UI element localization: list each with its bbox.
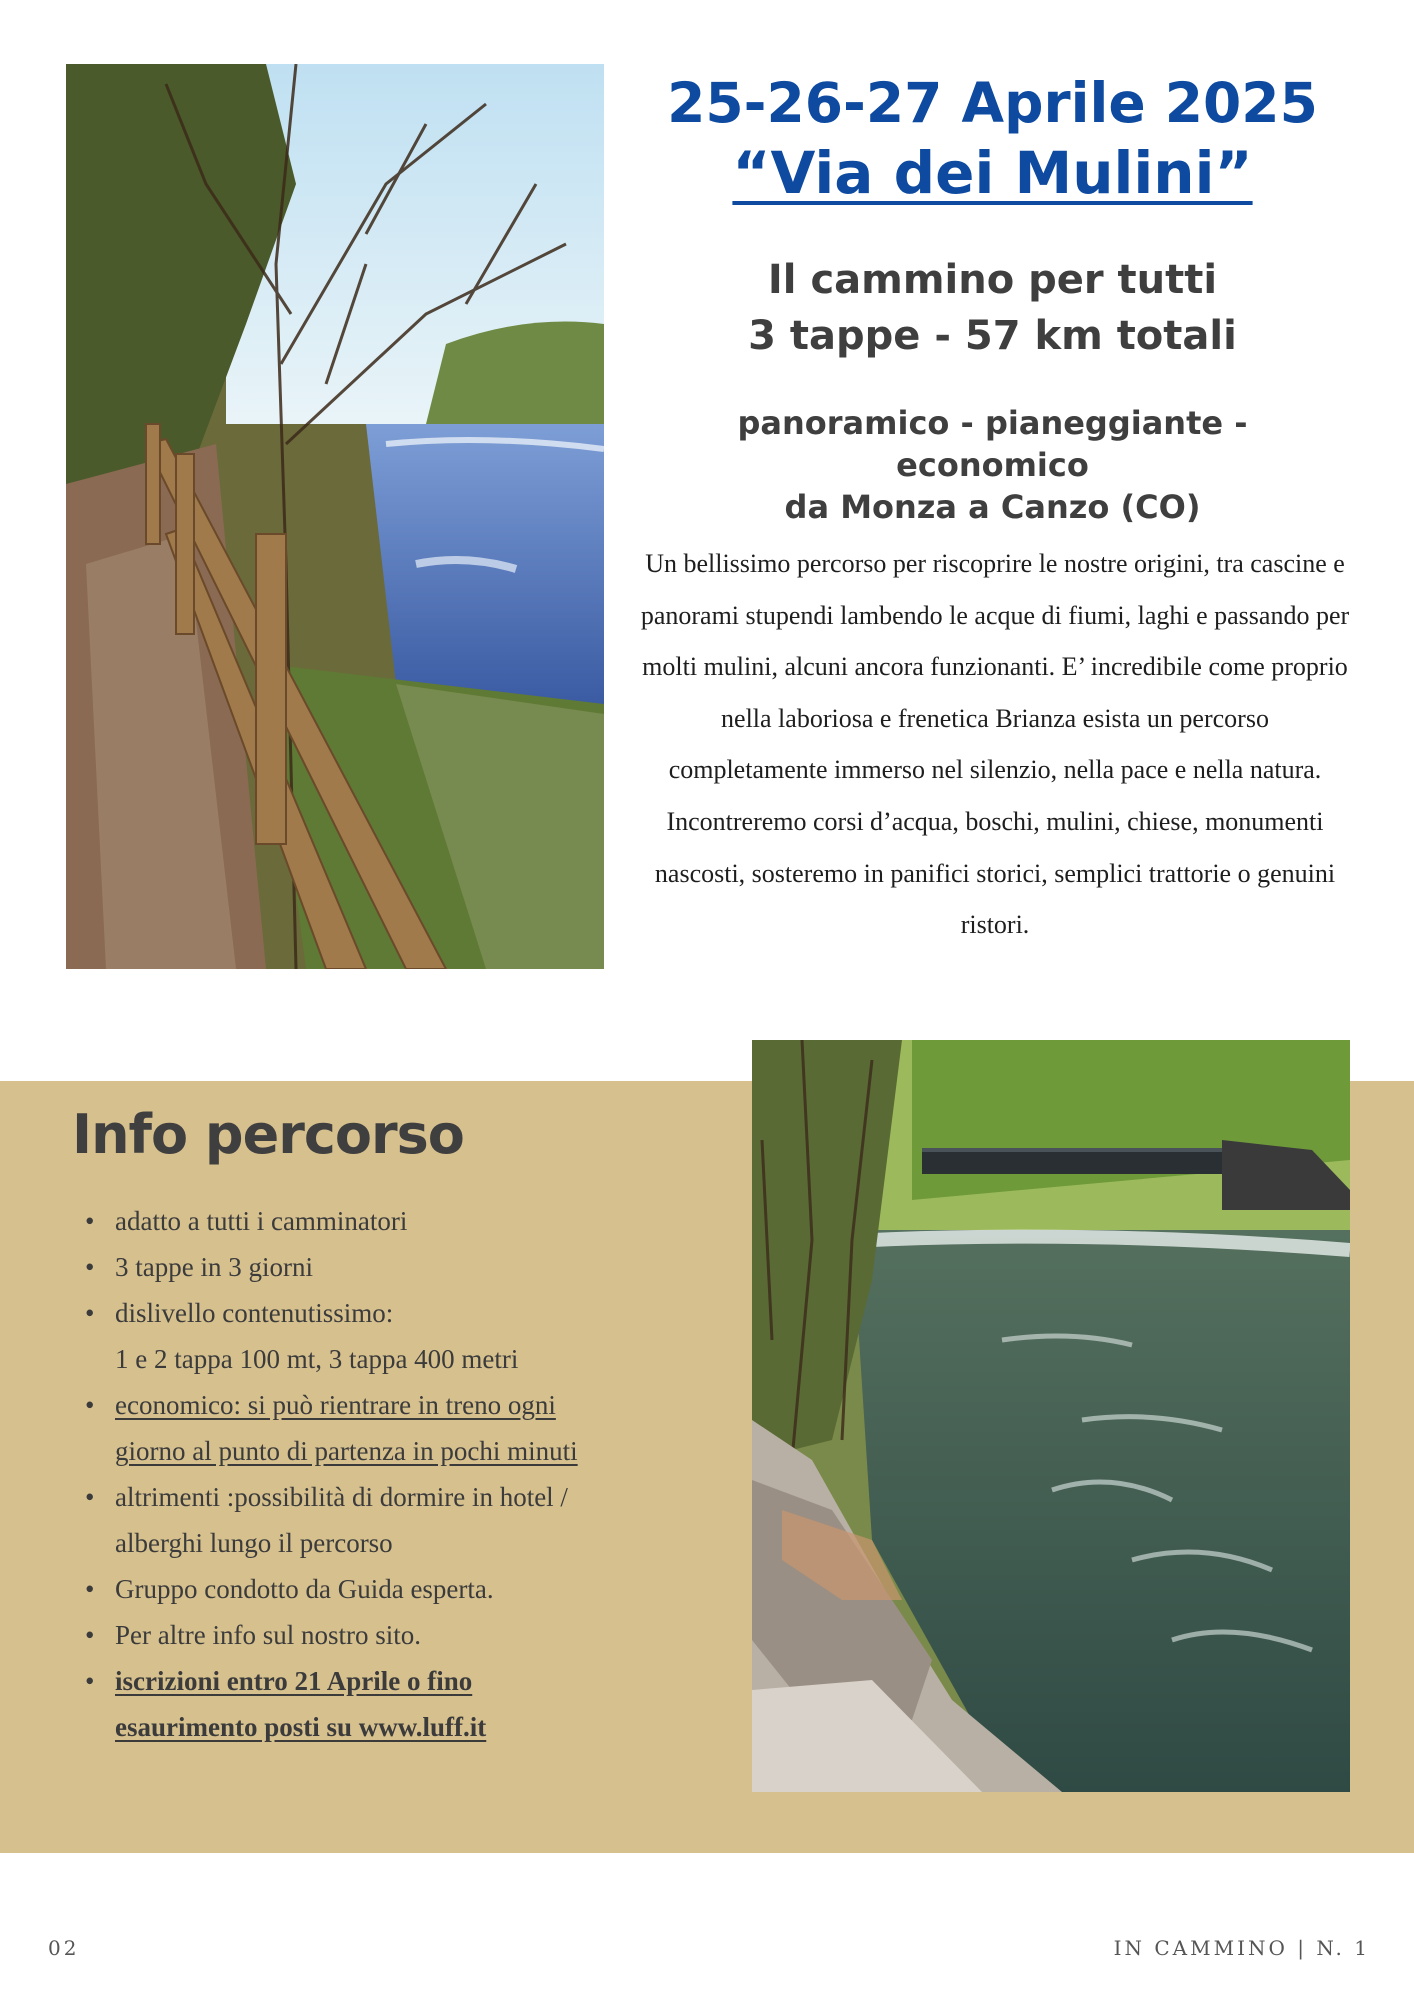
page-number: 02 xyxy=(48,1936,80,1960)
registration-link[interactable]: esaurimento posti su www.luff.it xyxy=(115,1712,487,1742)
list-item-text: • Per altre info sul nostro sito. xyxy=(115,1620,421,1650)
list-item xyxy=(80,1290,720,1382)
list-item xyxy=(80,1474,720,1566)
list-item-text: • dislivello contenutissimo: xyxy=(115,1298,394,1328)
list-item xyxy=(80,1612,720,1658)
info-section-title: Info percorso xyxy=(72,1103,464,1166)
registration-item[interactable] xyxy=(80,1658,720,1750)
intro-paragraph: Un bellissimo percorso per riscoprire le nostre origini, tra cascine e panorami stupendi lambendo le acque di fiumi, laghi e passando per molti mulini, alcuni ancora funzionanti. E’ incredibile come proprio nella laboriosa e frenetica Brianza esista un percorso completamente immerso nel silenzio, nella pace e nella natura. Incontreremo corsi d’acqua, boschi, mulini, chiese, monumenti nascosti, sosteremo in panifici storici, semplici trattorie o genuini ristori. xyxy=(640,549,1350,940)
list-item-text: • Gruppo condotto da Guida esperta. xyxy=(115,1574,494,1604)
tagline-1: Il cammino per tutti xyxy=(767,257,1218,303)
route-title-text: “Via dei Mulini” xyxy=(732,139,1253,207)
features-line-2: economico xyxy=(896,446,1089,484)
list-item-text: alberghi lungo il percorso xyxy=(115,1528,393,1558)
river-path-photo xyxy=(66,64,604,969)
event-date: 25-26-27 Aprile 2025 xyxy=(667,71,1318,135)
river-rapids-photo xyxy=(752,1040,1350,1792)
list-item xyxy=(80,1382,720,1474)
list-item-text: • economico: si può rientrare in treno ogni xyxy=(115,1390,556,1420)
info-list xyxy=(80,1198,720,1750)
list-item-text: • 3 tappe in 3 giorni xyxy=(115,1252,313,1282)
route-endpoints: da Monza a Canzo (CO) xyxy=(784,488,1201,526)
route-title xyxy=(620,138,1365,208)
magazine-name: IN CAMMINO | N. 1 xyxy=(1113,1936,1370,1960)
list-item-text: 1 e 2 tappa 100 mt, 3 tappa 400 metri xyxy=(115,1344,519,1374)
list-item xyxy=(80,1244,720,1290)
list-item xyxy=(80,1566,720,1612)
tagline-2: 3 tappe - 57 km totali xyxy=(748,313,1237,359)
list-item-text: • adatto a tutti i camminatori xyxy=(115,1206,408,1236)
features-line-1: panoramico - pianeggiante - xyxy=(737,404,1248,442)
list-item-text: • altrimenti :possibilità di dormire in hotel / xyxy=(115,1482,568,1512)
registration-link[interactable]: • iscrizioni entro 21 Aprile o fino xyxy=(115,1666,473,1696)
list-item-text: giorno al punto di partenza in pochi minuti xyxy=(115,1436,578,1466)
list-item xyxy=(80,1198,720,1244)
